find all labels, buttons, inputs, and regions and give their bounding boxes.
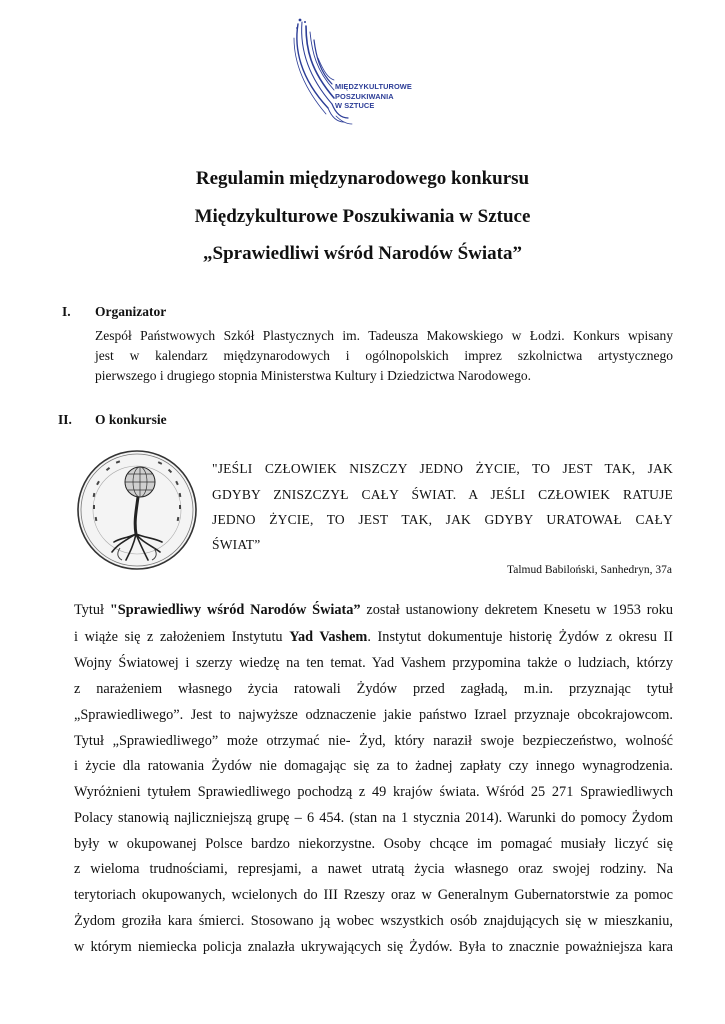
section-1-text-line: Zespół Państwowych Szkół Plastycznych im. Tadeusza Makowskiego w Łodzi. Konkurs wpisany [95, 328, 673, 343]
paragraph-line: Wojny Światowej i szerzy wiedzę na ten temat. Yad Vashem przypomina także o ludziach, którzy [74, 655, 673, 671]
paragraph-line: i życie dla ratowania Żydów nie domagając się za to żadnej zapłaty czy innego wynagrodzenia. [74, 758, 673, 774]
section-1-number: I. [62, 304, 71, 319]
paragraph-line: w którym niemiecka policja znalazła ukrywających się Żydów. Była to znacznie poważniejsza kara [74, 939, 673, 955]
medal-emblem-icon [76, 448, 198, 572]
section-1-text-line: jest w kalendarz międzynarodowych i ogólnopolskich imprez szkolnictwa artystycznego [95, 348, 673, 363]
logo-wordmark [335, 82, 412, 111]
document-title-line-2: Międzykulturowe Poszukiwania w Sztuce [194, 206, 531, 227]
paragraph-line-text: Tytuł [74, 602, 110, 618]
quote-line: "JEŚLI CZŁOWIEK NISZCZY JEDNO ŻYCIE, TO JEST TAK, JAK [212, 461, 673, 476]
logo-line-3: W SZTUCE [335, 101, 375, 111]
paragraph-line: z narażeniem własnego życia ratowali Żydów przed zagładą, m.in. przyznając tytuł [74, 681, 673, 697]
award-title-bold: "Sprawiedliwy wśród Narodów Świata” [109, 602, 361, 618]
paragraph-line: z wieloma trudnościami, represjami, a nawet utratą życia własnego oraz swojej rodziny. Na [74, 861, 673, 877]
paragraph-line: Tytuł „Sprawiedliwego” może otrzymać nie- Żyd, który naraził swoje bezpieczeństwo, wolność [74, 733, 673, 749]
paragraph-line: Żydom groziła kara śmierci. Stosowano ją wobec wszystkich osób znajdujących się w mieszkaniu, [74, 913, 673, 929]
paragraph-line [74, 629, 673, 646]
quote-line: GDYBY ZNISZCZYŁ CAŁY ŚWIAT. A JEŚLI CZŁOWIEK RATUJE [212, 487, 673, 502]
paragraph-line-text: został ustanowiony dekretem Knesetu w 1953 roku [360, 602, 673, 618]
section-2-number: II. [58, 412, 72, 427]
paragraph-line [74, 602, 673, 619]
bird-logo-icon [288, 18, 438, 128]
paragraph-line-text: i wiąże się z założeniem Instytutu [74, 629, 290, 645]
yad-vashem-bold: Yad Vashem [289, 629, 368, 645]
paragraph-line: były w okupowanej Polsce bardzo niekorzystne. Osoby chcące im pomagać musiały liczyć się [74, 836, 673, 852]
section-2-heading: O konkursie [95, 412, 167, 427]
paragraph-line: terytoriach okupowanych, wcielonych do III Rzeszy oraz w Generalnym Gubernatorstwie za pomoc [74, 887, 673, 903]
quote-line: ŚWIAT” [212, 537, 261, 552]
section-1-heading: Organizator [95, 304, 167, 319]
document-title-line-3: „Sprawiedliwi wśród Narodów Świata” [203, 243, 522, 264]
logo-line-1: MIĘDZYKULTUROWE [335, 82, 412, 91]
section-1-text-line: pierwszego i drugiego stopnia Ministerstwa Kultury i Dziedzictwa Narodowego. [95, 368, 532, 383]
paragraph-line: Wyróżnieni tytułem Sprawiedliwego pochodzą z 49 krajów świata. Wśród 25 271 Sprawiedliwych [74, 784, 673, 800]
paragraph-line-text: . Instytut dokumentuje historię Żydów z okresu II [367, 629, 673, 645]
quote-source: Talmud Babiloński, Sanhedryn, 37a [507, 564, 672, 576]
document-title-line-1: Regulamin międzynarodowego konkursu [195, 168, 530, 189]
paragraph-line: „Sprawiedliwego”. Jest to najwyższe odznaczenie jakie państwo Izrael przyznaje obcokrajowcom. [74, 707, 673, 723]
quote-line: JEDNO ŻYCIE, TO JEST TAK, JAK GDYBY URATOWAŁ CAŁY [212, 512, 673, 527]
paragraph-line: Polacy stanowią najliczniejszą grupę – 6 454. (stan na 1 stycznia 2014). Warunki do pomocy Żydom [74, 810, 673, 826]
logo-line-2: POSZUKIWANIA [335, 91, 394, 101]
